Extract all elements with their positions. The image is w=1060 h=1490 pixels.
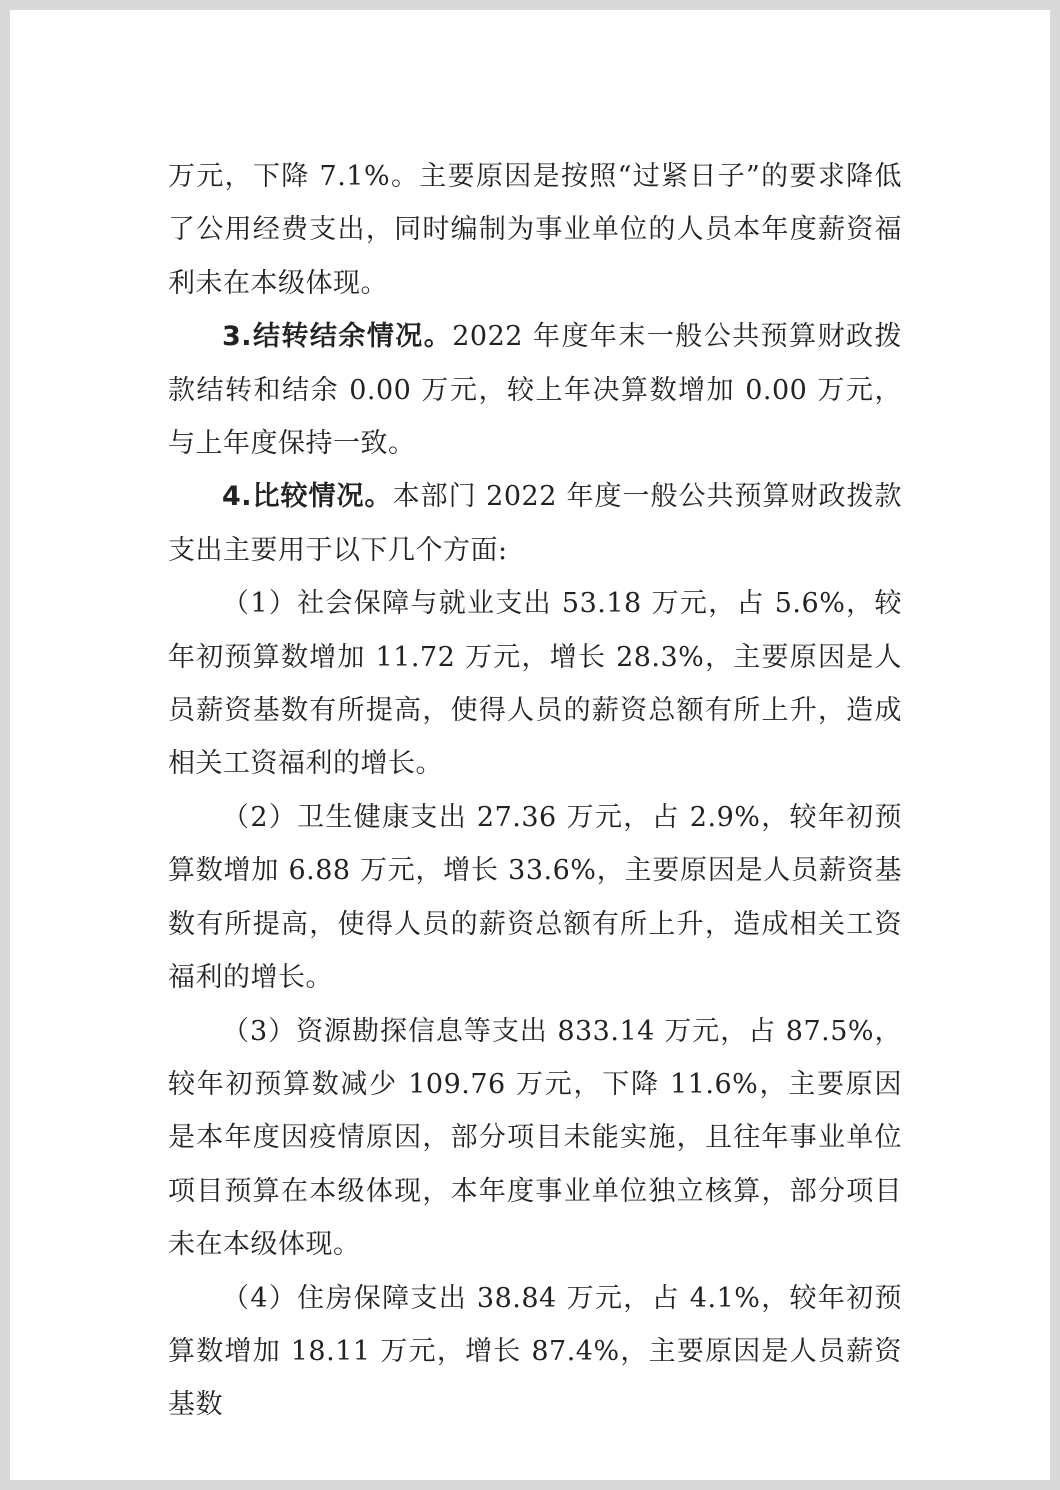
continued-paragraph: 万元，下降 7.1%。主要原因是按照“过紧日子”的要求降低了公用经费支出，同时编制为事业单位的人员本年度薪资福利未在本级体现。 — [168, 161, 902, 299]
section-3-paragraph — [168, 310, 902, 470]
document-body — [168, 150, 902, 1432]
section-4-body: 本部门 2022 年度一般公共预算财政拨款支出主要用于以下几个方面: — [168, 481, 902, 566]
section-4-heading: 4.比较情况。 — [222, 481, 393, 513]
document-page — [10, 10, 1050, 1480]
list-item-4: （4）住房保障支出 38.84 万元，占 4.1%，较年初预算数增加 18.11 万元，增长 87.4%，主要原因是人员薪资基数 — [168, 1282, 902, 1421]
list-item-3: （3）资源勘探信息等支出 833.14 万元，占 87.5%，较年初预算数减少 109.76 万元，下降 11.6%，主要原因是本年度因疫情原因，部分项目未能实施，且往年事业单位项目预算在本级体现，本年度事业单位独立核算，部分项目未在本级体现。 — [168, 1015, 902, 1261]
section-3-heading: 3.结转结余情况。 — [222, 321, 453, 353]
section-3-body: 2022 年度年末一般公共预算财政拨款结转和结余 0.00 万元，较上年决算数增加 0.00 万元，与上年度保持一致。 — [168, 321, 903, 460]
list-item-1: （1）社会保障与就业支出 53.18 万元，占 5.6%，较年初预算数增加 11.72 万元，增长 28.3%，主要原因是人员薪资基数有所提高，使得人员的薪资总额有所上升，造成相关工资福利的增长。 — [168, 588, 902, 780]
section-4-paragraph — [168, 470, 902, 577]
list-item-2: （2）卫生健康支出 27.36 万元，占 2.9%，较年初预算数增加 6.88 万元，增长 33.6%，主要原因是人员薪资基数有所提高，使得人员的薪资总额有所上升，造成相关工资福利的增长。 — [168, 801, 902, 994]
